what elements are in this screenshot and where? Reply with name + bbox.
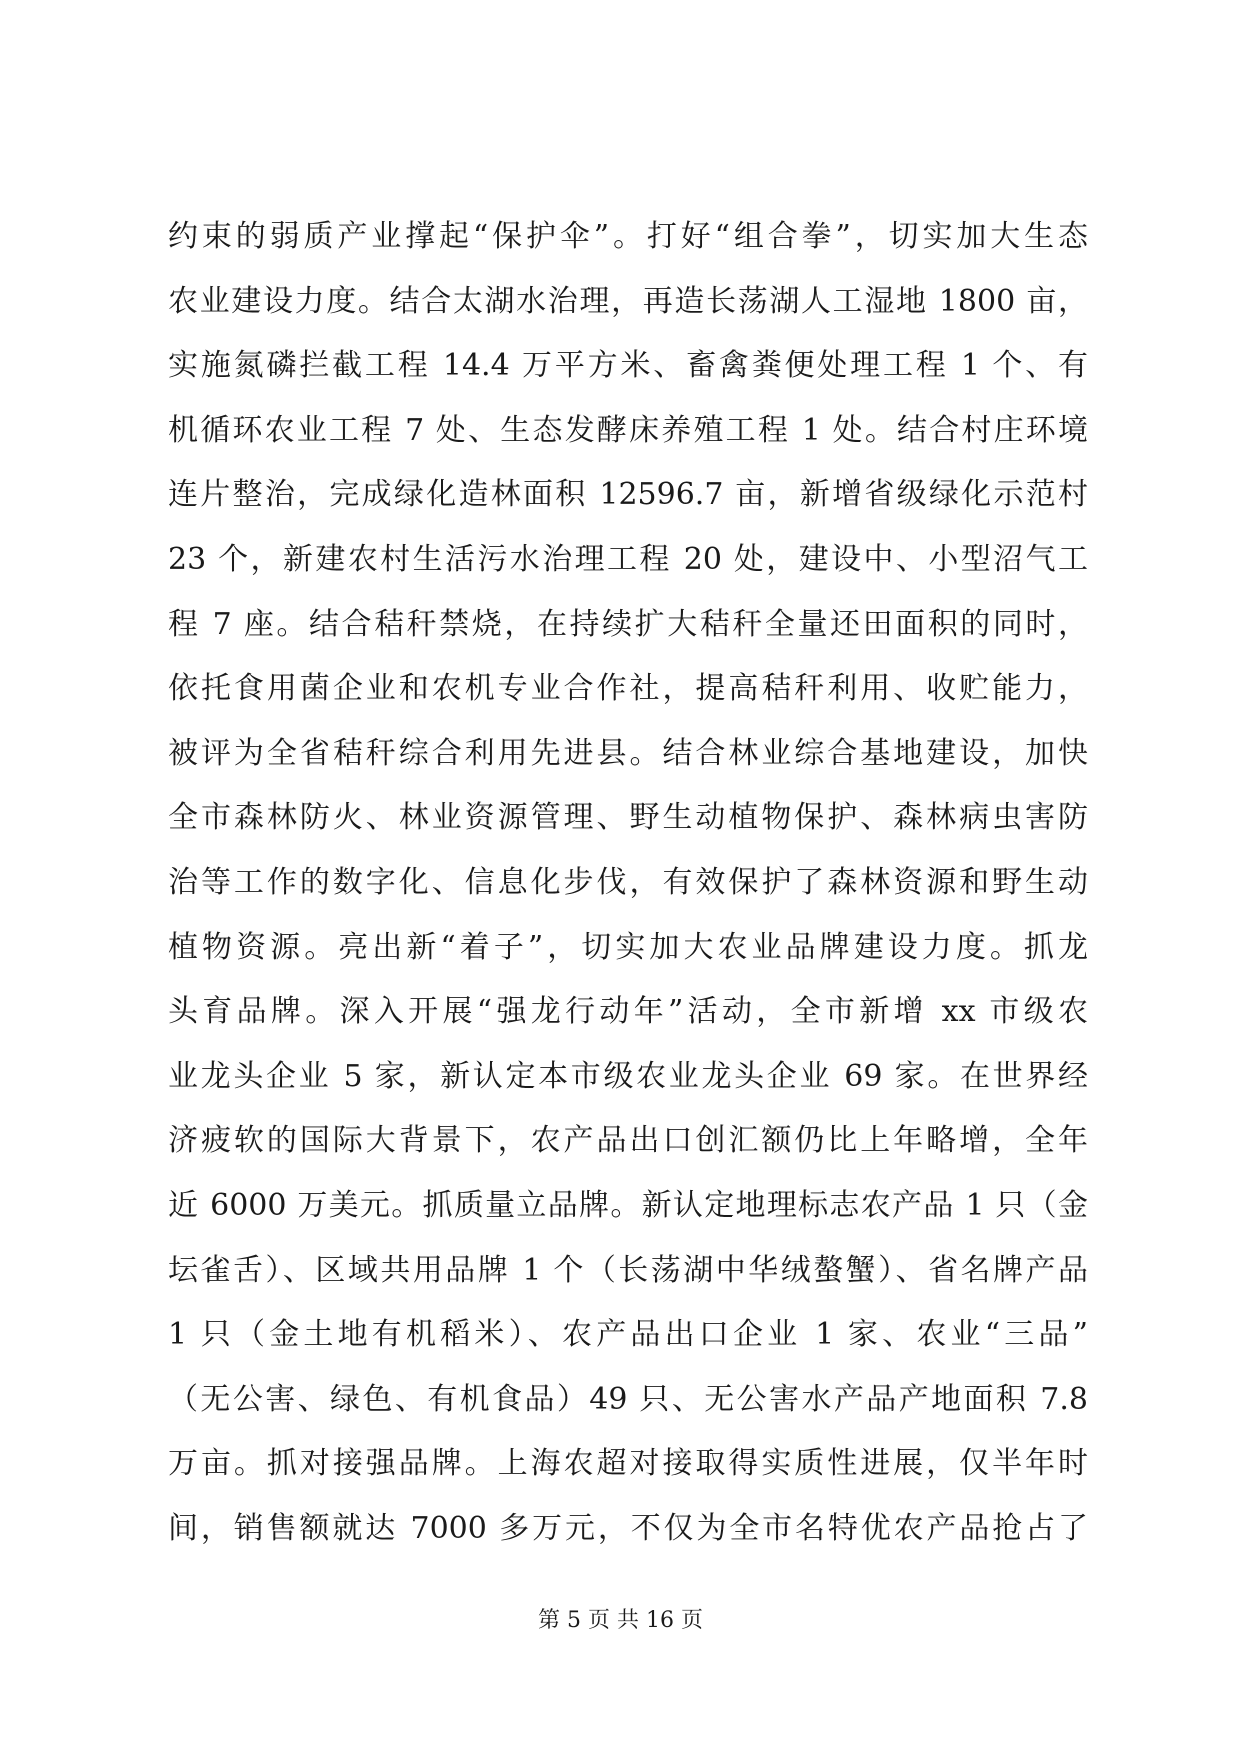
text-line: 头育品牌。深入开展“强龙行动年”活动，全市新增 xx 市级农 [168,994,1088,1030]
page-footer: 第 5 页 共 16 页 [538,1608,703,1633]
text-line: 济疲软的国际大背景下，农产品出口创汇额仍比上年略增，全年 [168,1123,1088,1159]
text-line: 近 6000 万美元。抓质量立品牌。新认定地理标志农产品 1 只（金 [168,1187,1088,1223]
text-line: 间，销售额就达 7000 多万元，不仅为全市名特优农产品抢占了 [168,1510,1088,1546]
text-line: 治等工作的数字化、信息化步伐，有效保护了森林资源和野生动 [168,864,1088,900]
text-line: 程 7 座。结合秸秆禁烧，在持续扩大秸秆全量还田面积的同时， [168,606,1088,642]
text-line: 连片整治，完成绿化造林面积 12596.7 亩，新增省级绿化示范村 [168,477,1088,513]
text-line: 机循环农业工程 7 处、生态发酵床养殖工程 1 处。结合村庄环境 [168,412,1088,448]
text-line: 约束的弱质产业撑起“保护伞”。打好“组合拳”，切实加大生态 [168,219,1088,254]
text-line: 万亩。抓对接强品牌。上海农超对接取得实质性进展，仅半年时 [168,1446,1088,1482]
text-line: 植物资源。亮出新“着子”，切实加大农业品牌建设力度。抓龙 [168,929,1088,965]
text-line: 实施氮磷拦截工程 14.4 万平方米、畜禽粪便处理工程 1 个、有 [168,348,1088,384]
text-line: （无公害、绿色、有机食品）49 只、无公害水产品产地面积 7.8 [168,1381,1088,1417]
text-line: 全市森林防火、林业资源管理、野生动植物保护、森林病虫害防 [168,800,1088,836]
text-line: 农业建设力度。结合太湖水治理，再造长荡湖人工湿地 1800 亩， [168,283,1088,319]
body-paragraph [168,205,1088,1561]
text-line: 1 只（金土地有机稻米）、农产品出口企业 1 家、农业“三品” [168,1317,1088,1353]
text-line: 被评为全省秸秆综合利用先进县。结合林业综合基地建设，加快 [168,735,1088,771]
text-line: 23 个，新建农村生活污水治理工程 20 处，建设中、小型沼气工 [168,541,1088,577]
text-line: 坛雀舌）、区域共用品牌 1 个（长荡湖中华绒螯蟹）、省名牌产品 [168,1252,1088,1288]
text-line: 依托食用菌企业和农机专业合作社，提高秸秆利用、收贮能力， [168,671,1088,707]
text-line: 业龙头企业 5 家，新认定本市级农业龙头企业 69 家。在世界经 [168,1058,1088,1094]
